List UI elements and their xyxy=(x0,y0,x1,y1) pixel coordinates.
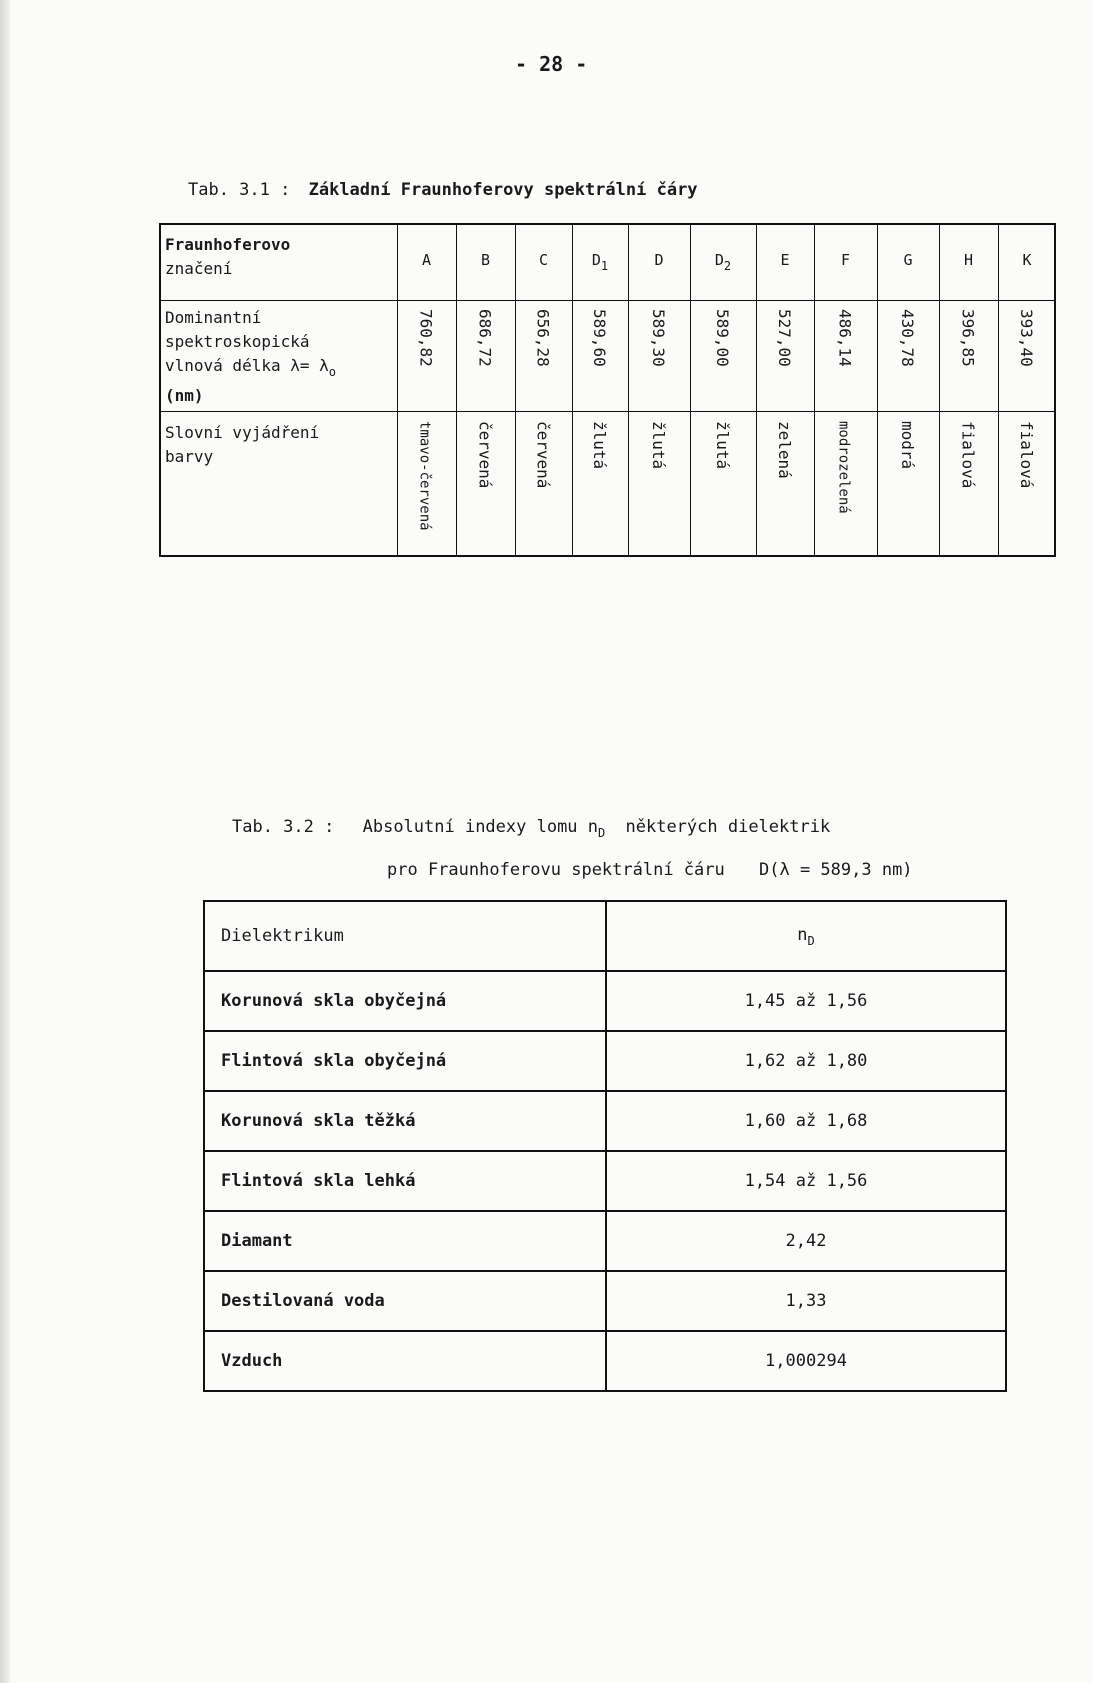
table1-rule-1 xyxy=(161,300,1054,301)
page-number: - 28 - xyxy=(515,52,588,76)
line-wavelength: 430,78 xyxy=(898,309,917,367)
refractive-index-value: 2,42 xyxy=(606,1211,1006,1271)
line-color-name: zelená xyxy=(775,421,794,479)
dielectric-name: Vzduch xyxy=(204,1331,606,1391)
line-designation xyxy=(628,251,690,269)
table1-label: Tab. 3.1 : xyxy=(188,180,291,200)
line-wavelength: 589,60 xyxy=(590,309,609,367)
table2-row xyxy=(204,1271,1006,1331)
header-index-subscript: D xyxy=(807,933,815,948)
line-designation-letter: C xyxy=(538,251,549,269)
dielectric-name: Korunová skla obyčejná xyxy=(204,971,606,1031)
fraunhofer-lines-table xyxy=(159,223,1056,557)
line-wavelength: 589,30 xyxy=(649,309,668,367)
header-index xyxy=(606,901,1006,971)
refractive-index-value: 1,45 až 1,56 xyxy=(606,971,1006,1031)
line-designation-letter: A xyxy=(421,251,432,269)
dielectric-name: Destilovaná voda xyxy=(204,1271,606,1331)
table2-row xyxy=(204,1151,1006,1211)
row-header-wavelength-unit: (nm) xyxy=(165,386,204,405)
refractive-index-value: 1,54 až 1,56 xyxy=(606,1151,1006,1211)
line-designation xyxy=(690,251,756,273)
line-designation-letter: E xyxy=(780,251,790,269)
refractive-index-table xyxy=(203,900,1007,1392)
refractive-index-value: 1,000294 xyxy=(606,1331,1006,1391)
line-color-name: modrá xyxy=(898,421,917,470)
refractive-index-value: 1,60 až 1,68 xyxy=(606,1091,1006,1151)
row-header-designation-line1: Fraunhoferovo xyxy=(165,235,291,254)
row-header-wavelength-line2: spektroskopická xyxy=(165,332,310,351)
table2-row xyxy=(204,1031,1006,1091)
table1-column-divider xyxy=(877,225,878,555)
line-color-name: fialová xyxy=(958,421,978,489)
row-header-wavelength-line1: Dominantní xyxy=(165,308,262,327)
table1-column-divider xyxy=(628,225,629,555)
header-dielectric: Dielektrikum xyxy=(204,901,606,971)
line-wavelength: 760,82 xyxy=(416,309,436,367)
row-header-designation-line2: značení xyxy=(165,259,233,278)
line-designation-letter: D xyxy=(714,251,724,269)
row-header-color-line2: barvy xyxy=(165,447,214,466)
table2-caption-line2 xyxy=(387,860,913,880)
table2-title-part1: Absolutní indexy lomu n xyxy=(362,817,599,837)
line-designation-letter: G xyxy=(903,251,913,269)
table2-row xyxy=(204,1331,1006,1391)
line-designation xyxy=(877,251,939,269)
line-designation-subscript: 1 xyxy=(600,259,609,273)
line-color-name: žlutá xyxy=(590,421,609,470)
table1-column-divider xyxy=(515,225,516,555)
table2-label: Tab. 3.2 : xyxy=(232,817,335,837)
refractive-index-value: 1,62 až 1,80 xyxy=(606,1031,1006,1091)
line-color-name: červená xyxy=(475,421,495,489)
table1-column-divider xyxy=(690,225,691,555)
line-wavelength: 656,28 xyxy=(533,309,553,367)
table1-column-divider xyxy=(998,225,999,555)
dielectric-name: Korunová skla těžká xyxy=(204,1091,606,1151)
line-designation xyxy=(939,251,998,269)
row-header-designation xyxy=(165,233,290,281)
row-header-wavelength xyxy=(165,306,336,408)
line-designation-subscript: 2 xyxy=(723,259,732,273)
refractive-index-value: 1,33 xyxy=(606,1271,1006,1331)
table1-column-divider xyxy=(939,225,940,555)
table2-row xyxy=(204,1211,1006,1271)
line-designation xyxy=(814,251,877,269)
line-wavelength: 686,72 xyxy=(475,309,495,367)
table1-column-divider xyxy=(756,225,757,555)
line-color-name: červená xyxy=(533,421,553,489)
line-color-name: fialová xyxy=(1017,421,1036,489)
line-color-name: žlutá xyxy=(713,421,732,470)
table2-title-reference: D(λ = 589,3 nm) xyxy=(759,860,913,880)
table2-row xyxy=(204,1091,1006,1151)
table2-title-subscript: D xyxy=(598,826,606,840)
line-color-name: žlutá xyxy=(649,421,668,470)
row-header-wavelength-line3 xyxy=(165,354,336,384)
table2-title-line2: pro Fraunhoferovu spektrální čáru xyxy=(387,860,725,880)
table1-column-divider xyxy=(456,225,457,555)
line-wavelength: 589,00 xyxy=(713,309,732,367)
header-index-symbol: n xyxy=(797,924,808,945)
line-designation xyxy=(515,251,572,269)
line-designation-letter: D xyxy=(591,251,601,269)
line-designation xyxy=(397,251,456,269)
lambda-subscript: o xyxy=(328,365,336,379)
table1-column-divider xyxy=(814,225,815,555)
line-designation-letter: H xyxy=(963,251,974,269)
line-color-name: modrozelená xyxy=(835,421,852,514)
line-wavelength: 396,85 xyxy=(958,309,978,367)
dielectric-name: Flintová skla lehká xyxy=(204,1151,606,1211)
table2-header-row xyxy=(204,901,1006,971)
line-designation-letter: K xyxy=(1022,251,1032,269)
row-header-wavelength-line3-text: vlnová délka λ= λ xyxy=(165,356,329,375)
line-designation xyxy=(998,251,1056,269)
dielectric-name: Flintová skla obyčejná xyxy=(204,1031,606,1091)
line-wavelength: 393,40 xyxy=(1017,309,1036,367)
line-designation xyxy=(456,251,515,269)
line-designation-letter: D xyxy=(654,251,664,269)
line-color-name: tmavo-červená xyxy=(416,421,433,531)
dielectric-name: Diamant xyxy=(204,1211,606,1271)
table1-rule-2 xyxy=(161,411,1054,412)
table1-column-divider xyxy=(572,225,573,555)
line-designation-letter: B xyxy=(480,251,491,269)
row-header-color-line1: Slovní vyjádření xyxy=(165,423,320,442)
line-designation-letter: F xyxy=(840,251,851,269)
table2-caption-line1 xyxy=(232,817,830,840)
line-designation xyxy=(572,251,628,273)
table2-body xyxy=(204,901,1006,1391)
table2-title-part2: některých dielektrik xyxy=(625,817,831,837)
table2-row xyxy=(204,971,1006,1031)
row-header-color xyxy=(165,421,319,469)
line-wavelength: 527,00 xyxy=(775,309,794,367)
table1-caption xyxy=(188,180,698,200)
table1-title: Základní Fraunhoferovy spektrální čáry xyxy=(308,180,698,200)
page-edge-shadow xyxy=(0,0,10,1683)
line-designation xyxy=(756,251,814,269)
line-wavelength: 486,14 xyxy=(835,309,855,367)
table1-column-divider xyxy=(397,225,398,555)
